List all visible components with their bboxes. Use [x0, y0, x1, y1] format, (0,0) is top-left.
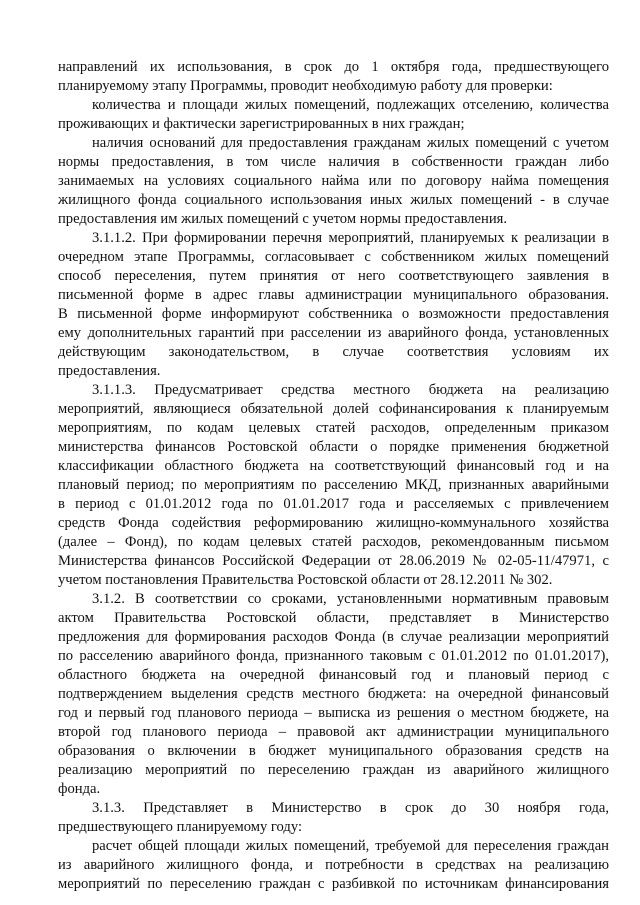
text-line: средств Фонда содействия реформированию жилищно-коммунального хозяйства: [58, 515, 609, 531]
text-line: В письменной форме информируют собственника о возможности предоставления: [58, 306, 609, 322]
text-line: способ переселения, путем принятия от него соответствующего заявления в: [58, 268, 609, 284]
text-line: предоставления.: [58, 363, 161, 379]
text-line: ему дополнительных гарантий при расселении из аварийного фонда, установленных: [58, 325, 609, 341]
text-line: мероприятий по переселению граждан с разбивкой по источникам финансирования: [58, 876, 609, 892]
text-line: областного бюджета на очередной финансовый год и плановый период с: [58, 667, 609, 683]
text-line: жилищного фонда социального использования иных жилых помещений - в случае: [58, 192, 609, 208]
text-line: мероприятиям, по кодам целевых статей расходов, определенным приказом: [58, 420, 609, 436]
text-line: предложения для формирования расходов Фонда (в случае реализации мероприятий: [58, 629, 609, 645]
text-line: учетом постановления Правительства Ростовской области от 28.12.2011 № 302.: [58, 572, 553, 588]
text-line: мероприятий, являющиеся обязательной долей софинансирования к планируемым: [58, 401, 609, 417]
text-line: расчет общей площади жилых помещений, требуемой для переселения граждан: [92, 838, 609, 854]
text-line: 3.1.1.2. При формировании перечня мероприятий, планируемых к реализации в: [92, 230, 609, 246]
text-line: направлений их использования, в срок до 1 октября года, предшествующего: [58, 59, 609, 75]
text-line: проживающих и фактически зарегистрированных в них граждан;: [58, 116, 465, 132]
text-line: наличия оснований для предоставления гражданам жилых помещений с учетом: [92, 135, 609, 151]
text-line: образования о включении в бюджет муниципального образования средств на: [58, 743, 609, 759]
text-line: по расселению аварийного фонда, признанного таковым с 01.01.2012 по 01.01.2017),: [58, 648, 609, 664]
text-line: классификации областного бюджета на соответствующий финансовый год и на: [58, 458, 609, 474]
text-line: очередном этапе Программы, согласовывает с собственником жилых помещений: [58, 249, 609, 265]
text-line: предшествующего планируемому году:: [58, 819, 303, 835]
text-line: плановый период; по мероприятиям по расселению МКД, признанных аварийными: [58, 477, 609, 493]
text-line: действующим законодательством, в случае соответствия условиям их: [58, 344, 609, 360]
text-line: второй год планового периода – правовой акт администрации муниципального: [58, 724, 609, 740]
text-line: из аварийного жилищного фонда, и потребности в средствах на реализацию: [58, 857, 609, 873]
text-line: 3.1.3. Представляет в Министерство в срок до 30 ноября года,: [92, 800, 609, 816]
text-line: нормы предоставления, в том числе наличия в собственности граждан либо: [58, 154, 609, 170]
text-line: год и первый год планового периода – выписка из решения о местном бюджете, на: [58, 705, 609, 721]
text-line: письменной форме в адрес главы администрации муниципального образования.: [58, 287, 609, 303]
text-line: реализацию мероприятий по переселению граждан из аварийного жилищного: [58, 762, 609, 778]
text-line: актом Правительства Ростовской области, представляет в Министерство: [58, 610, 609, 626]
text-line: (далее – Фонд), по кодам целевых статей расходов, рекомендованным письмом: [58, 534, 609, 550]
text-line: занимаемых на условиях социального найма или по договору найма помещения: [58, 173, 609, 189]
text-line: количества и площади жилых помещений, подлежащих отселению, количества: [92, 97, 609, 113]
text-line: в период с 01.01.2012 года по 01.01.2017 года и расселяемых с привлечением: [58, 496, 609, 512]
text-line: планируемому этапу Программы, проводит необходимую работу для проверки:: [58, 78, 553, 94]
text-line: Министерства финансов Российской Федерации от 28.06.2019 № 02-05-11/47971, с: [58, 553, 609, 569]
text-line: 3.1.2. В соответствии со сроками, установленными нормативным правовым: [92, 591, 609, 607]
text-line: фонда.: [58, 781, 101, 797]
text-line: подтверждением выделения средств местного бюджета: на очередной финансовый: [58, 686, 609, 702]
text-line: предоставления им жилых помещений с учетом нормы предоставления.: [58, 211, 508, 227]
text-line: 3.1.1.3. Предусматривает средства местного бюджета на реализацию: [92, 382, 609, 398]
text-line: министерства финансов Ростовской области о порядке применения бюджетной: [58, 439, 609, 455]
